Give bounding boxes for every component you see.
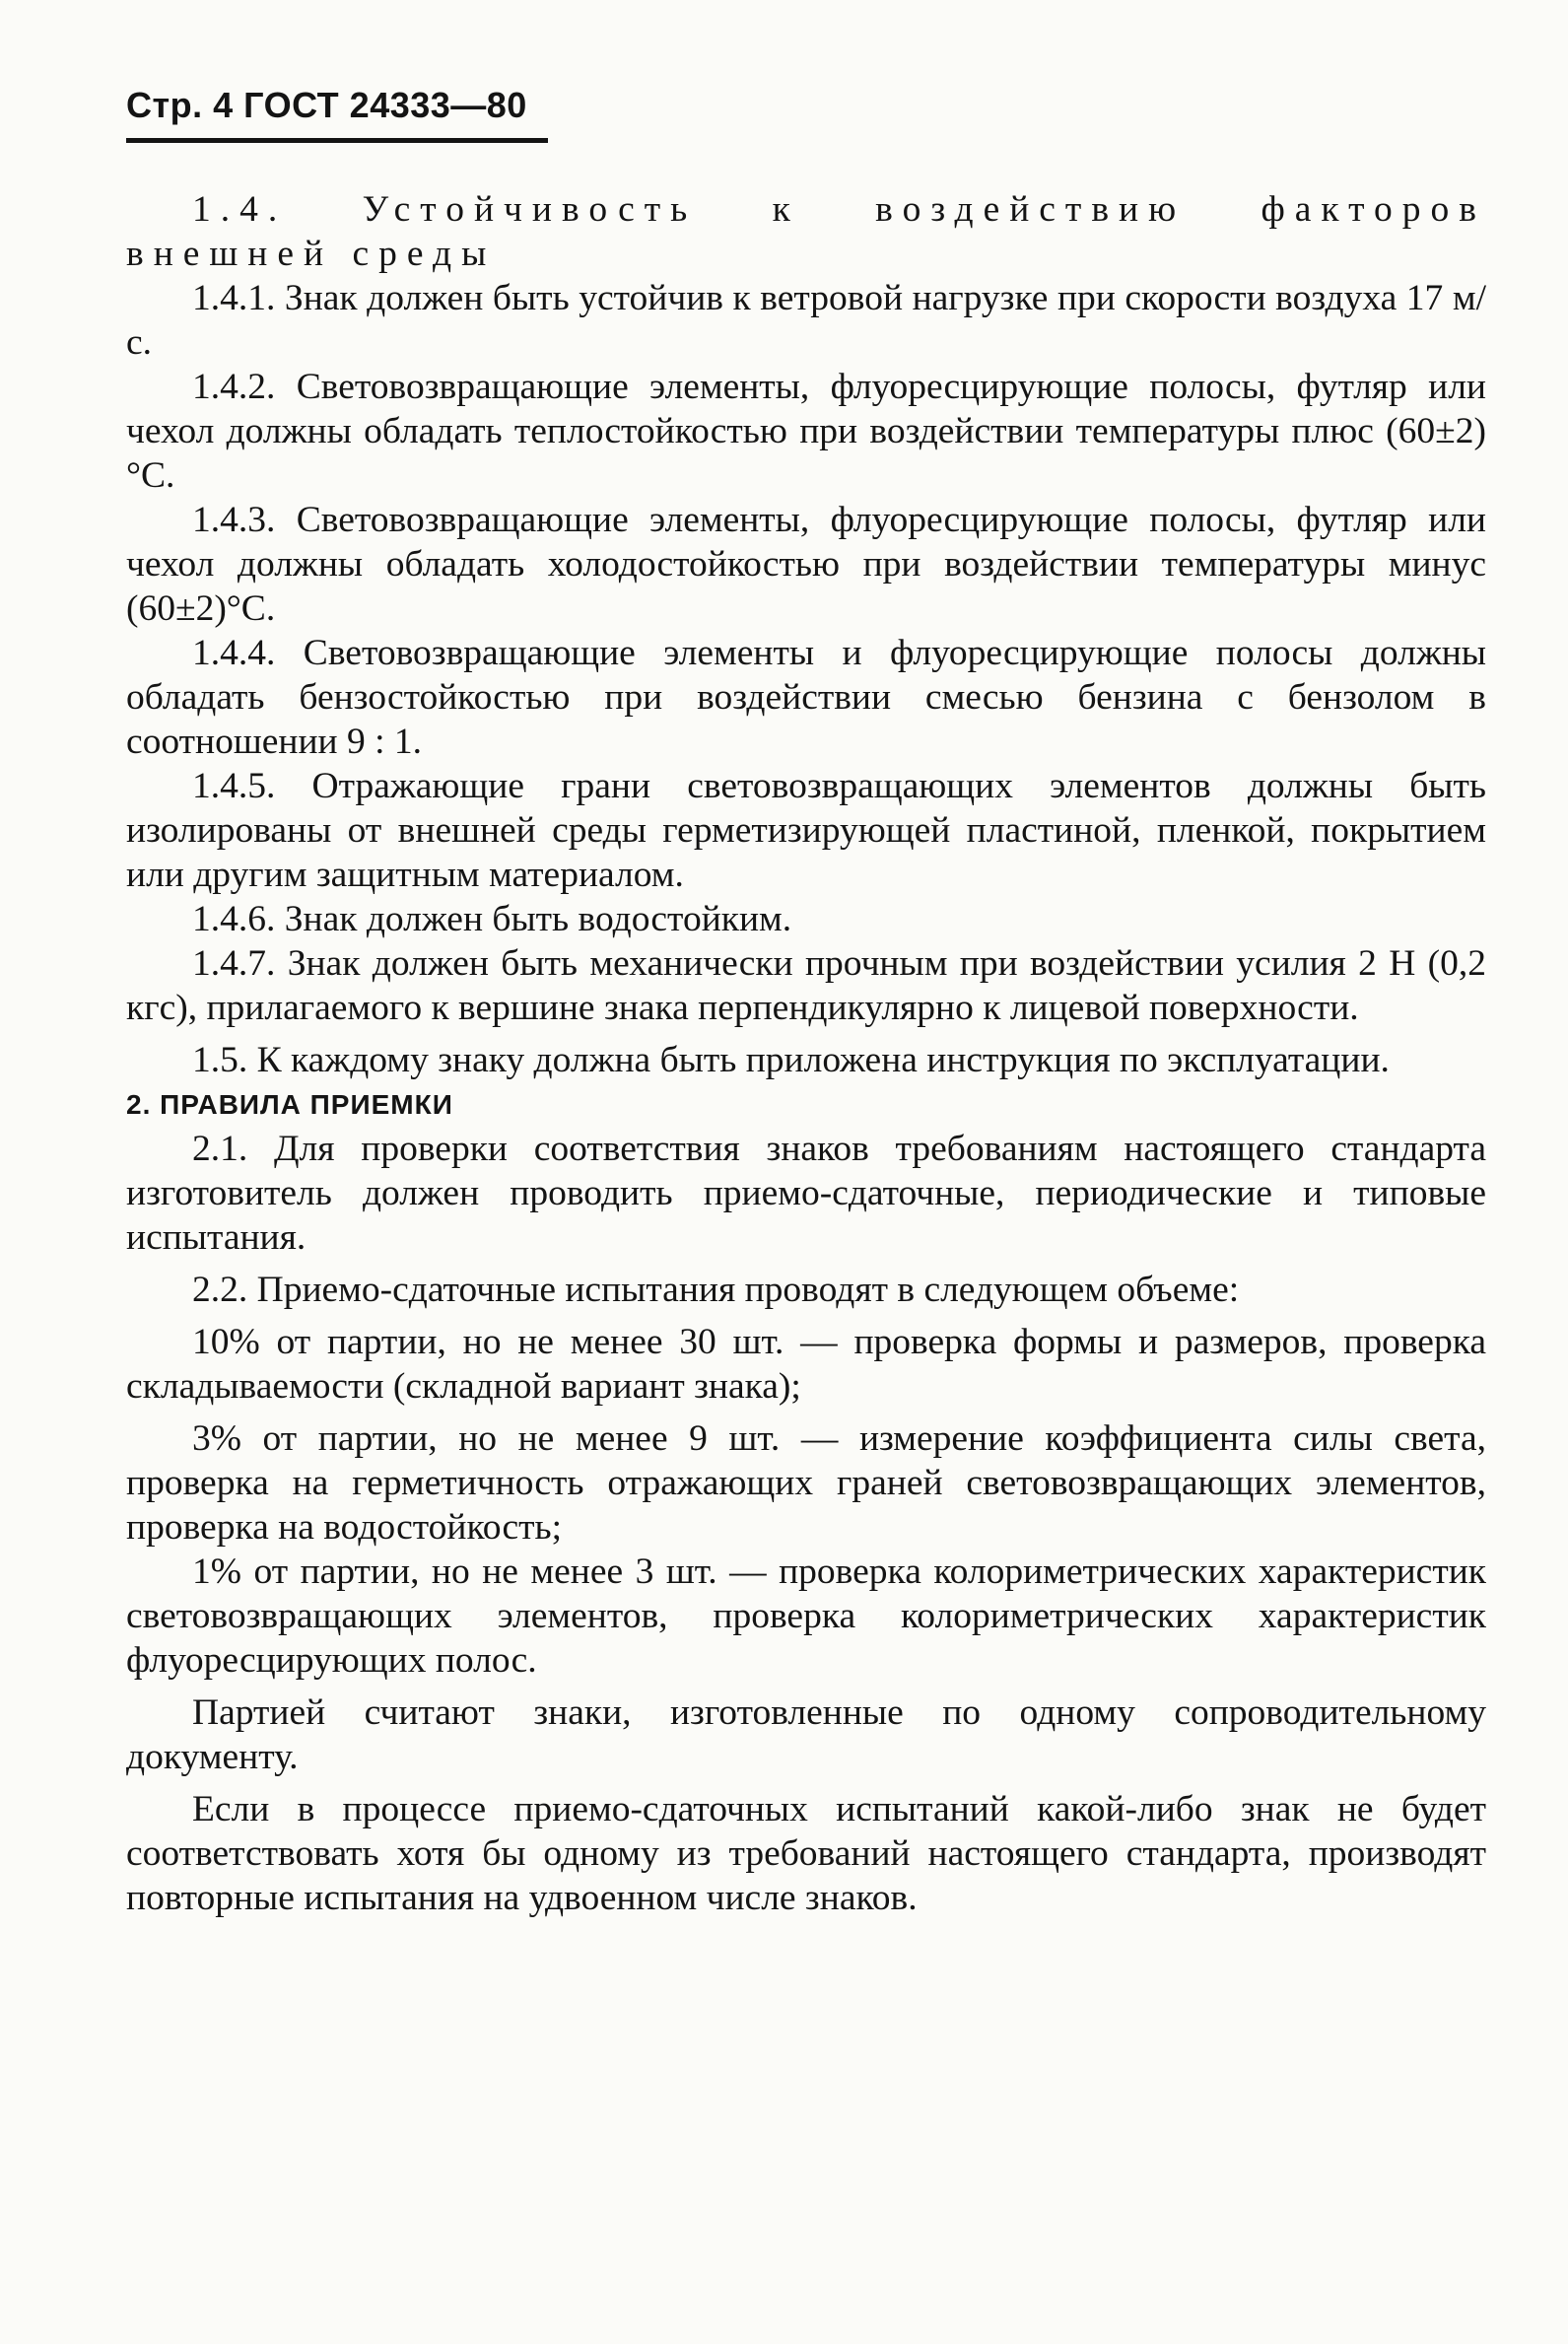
section-1-4-title-cont bbox=[126, 232, 1486, 276]
acceptance-1-percent: 1% от партии, но не менее 3 шт. — проверка колориметрических характеристик световозвращающих элементов, проверка колориметрических характеристик флуоресцирующих полос. bbox=[126, 1551, 1486, 1681]
clause-1-4-1: 1.4.1. Знак должен быть устойчив к ветровой нагрузке при скорости воздуха 17 м/с. bbox=[126, 278, 1486, 363]
clause-1-4-4: 1.4.4. Световозвращающие элементы и флуоресцирующие полосы должны обладать бензостойкостью при воздействии смесью бензина с бензолом в соотношении 9 : 1. bbox=[126, 633, 1486, 762]
acceptance-10-percent: 10% от партии, но не менее 30 шт. — проверка формы и размеров, проверка складываемости (складной вариант знака); bbox=[126, 1322, 1486, 1407]
clause-1-4-5: 1.4.5. Отражающие грани световозвращающих элементов должны быть изолированы от внешней среды герметизирующей пластиной, пленкой, покрытием или другим защитным материалом. bbox=[126, 766, 1486, 895]
clause-1-4-6: 1.4.6. Знак должен быть водостойким. bbox=[192, 899, 792, 939]
clause-1-4-3: 1.4.3. Световозвращающие элементы, флуоресцирующие полосы, футляр или чехол должны обладать холодостойкостью при воздействии температуры минус (60±2)°С. bbox=[126, 500, 1486, 629]
section-1-4-title-line2: внешней среды bbox=[126, 234, 497, 274]
clause-1-5: 1.5. К каждому знаку должна быть приложена инструкция по эксплуатации. bbox=[192, 1040, 1390, 1080]
page-header: Стр. 4 ГОСТ 24333—80 bbox=[126, 85, 527, 125]
clause-1-4-7: 1.4.7. Знак должен быть механически прочным при воздействии усилия 2 Н (0,2 кгс), прилагаемого к вершине знака перпендикулярно к лицевой поверхности. bbox=[126, 943, 1486, 1028]
clause-2-1: 2.1. Для проверки соответствия знаков требованиям настоящего стандарта изготовитель должен проводить приемо-сдаточные, периодические и типовые испытания. bbox=[126, 1129, 1486, 1258]
acceptance-3-percent: 3% от партии, но не менее 9 шт. — измерение коэффициента силы света, проверка на герметичность отражающих граней световозвращающих элементов, проверка на водостойкость; bbox=[126, 1418, 1486, 1548]
batch-definition: Партией считают знаки, изготовленные по одному сопроводительному документу. bbox=[126, 1692, 1486, 1777]
clause-2-2: 2.2. Приемо-сдаточные испытания проводят в следующем объеме: bbox=[192, 1270, 1240, 1310]
clause-1-4-2: 1.4.2. Световозвращающие элементы, флуоресцирующие полосы, футляр или чехол должны обладать теплостойкостью при воздействии температуры плюс (60±2)°С. bbox=[126, 367, 1486, 496]
section-2-heading: 2. ПРАВИЛА ПРИЕМКИ bbox=[126, 1089, 453, 1120]
retest-rule: Если в процессе приемо-сдаточных испытаний какой-либо знак не будет соответствовать хотя бы одному из требований настоящего стандарта, производят повторные испытания на удвоенном числе знаков. bbox=[126, 1789, 1486, 1918]
section-1-4-title-line1: 1.4. Устойчивость к воздействию факторов bbox=[192, 189, 1486, 230]
document-body bbox=[126, 187, 1486, 1920]
header-rule bbox=[126, 138, 548, 143]
section-1-4-title bbox=[126, 187, 1486, 232]
